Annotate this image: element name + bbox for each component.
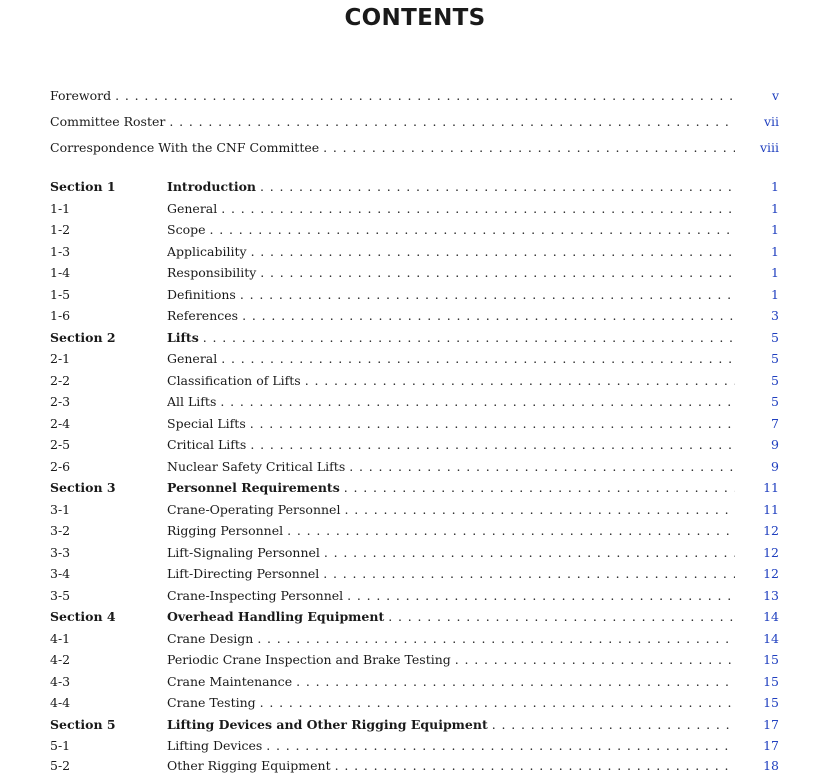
page-link[interactable]: 17 (763, 716, 779, 732)
page-link[interactable]: 9 (771, 437, 779, 452)
toc-section-1[interactable] (50, 177, 779, 197)
toc-section-4[interactable] (50, 607, 779, 627)
page-link[interactable]: 5 (771, 351, 779, 366)
entry-title: Crane-Inspecting Personnel (167, 588, 347, 603)
entry-title: Nuclear Safety Critical Lifts (167, 459, 349, 474)
entry-title: Classification of Lifts (167, 373, 305, 388)
toc-entry[interactable] (50, 349, 779, 369)
page-link[interactable]: viii (759, 140, 779, 155)
entry-title: Lift-Signaling Personnel (167, 545, 324, 560)
toc-section-5[interactable] (50, 715, 779, 735)
section-title: Personnel Requirements (167, 480, 344, 495)
toc-entry-committee-roster[interactable] (50, 112, 779, 132)
entry-number: 1-1 (50, 200, 71, 216)
entry-title: Crane Design (167, 631, 257, 646)
entry-title: Crane Testing (167, 695, 260, 710)
entry-number: 1-6 (50, 308, 71, 323)
toc-entry[interactable] (50, 693, 779, 713)
toc-entry[interactable] (50, 521, 779, 541)
entry-title: Applicability (167, 244, 251, 259)
section-title: Introduction (167, 179, 260, 194)
toc-entry[interactable] (50, 242, 779, 262)
toc-section-3[interactable] (50, 478, 779, 498)
entry-title: Crane Maintenance (167, 674, 296, 689)
toc-entry[interactable] (50, 564, 779, 584)
entry-number: 2-6 (50, 458, 71, 474)
page-link[interactable]: 1 (771, 265, 779, 280)
page-link[interactable]: 1 (771, 286, 779, 302)
entry-number: 3-1 (50, 501, 71, 517)
entry-title: Lift-Directing Personnel (167, 566, 323, 581)
entry-number: 1-2 (50, 222, 71, 237)
page-link[interactable]: 12 (763, 566, 779, 581)
page-link[interactable]: 5 (771, 394, 779, 409)
toc-entry-label: Foreword (50, 88, 115, 103)
section-number: Section 4 (50, 609, 116, 624)
page-link[interactable]: 14 (763, 630, 779, 646)
section-title: Overhead Handling Equipment (167, 609, 388, 624)
page-link[interactable]: 5 (771, 372, 779, 388)
page-link[interactable]: 12 (763, 544, 779, 560)
toc-entry[interactable] (50, 457, 779, 477)
toc-entry[interactable] (50, 756, 779, 776)
entry-title: General (167, 351, 221, 366)
entry-title: Crane-Operating Personnel (167, 502, 344, 517)
entry-number: 1-3 (50, 243, 71, 259)
entry-number: 2-1 (50, 351, 71, 366)
toc-entry[interactable] (50, 306, 779, 326)
entry-title: Critical Lifts (167, 437, 250, 452)
toc-entry-correspondence[interactable] (50, 138, 779, 158)
toc-entry[interactable] (50, 500, 779, 520)
entry-title: All Lifts (167, 394, 220, 409)
entry-number: 4-1 (50, 630, 71, 646)
page-link[interactable]: 18 (763, 758, 779, 773)
toc-entry[interactable] (50, 435, 779, 455)
entry-title: Periodic Crane Inspection and Brake Testing (167, 652, 455, 667)
page-link[interactable]: 1 (771, 179, 779, 194)
page-link[interactable]: 3 (771, 308, 779, 323)
toc-entry[interactable] (50, 736, 779, 756)
page-link[interactable]: 14 (763, 609, 779, 624)
entry-number: 3-5 (50, 587, 71, 603)
entry-number: 5-1 (50, 738, 71, 753)
toc-entry[interactable] (50, 220, 779, 240)
page-title: CONTENTS (344, 5, 486, 31)
page-link[interactable]: 17 (763, 738, 779, 753)
section-title: Lifting Devices and Other Rigging Equipment (167, 717, 492, 732)
page-link[interactable]: 5 (771, 329, 779, 345)
entry-number: 2-5 (50, 437, 71, 452)
page-link[interactable]: 11 (763, 501, 779, 517)
toc-entry[interactable] (50, 414, 779, 434)
page-link[interactable]: 9 (771, 458, 779, 474)
entry-title: Other Rigging Equipment (167, 758, 335, 773)
toc-entry[interactable] (50, 650, 779, 670)
entry-number: 4-3 (50, 673, 71, 689)
entry-number: 3-2 (50, 523, 71, 538)
entry-title: General (167, 201, 221, 216)
page-link[interactable]: 15 (763, 695, 779, 710)
toc-entry[interactable] (50, 586, 779, 606)
entry-number: 1-5 (50, 286, 71, 302)
page-link[interactable]: 7 (771, 415, 779, 431)
toc-entry[interactable] (50, 392, 779, 412)
entry-title: Special Lifts (167, 416, 250, 431)
page-link[interactable]: 13 (763, 587, 779, 603)
section-number: Section 1 (50, 179, 116, 194)
section-title: Lifts (167, 330, 203, 345)
page-link[interactable]: vii (763, 114, 779, 129)
page-link[interactable]: 15 (763, 673, 779, 689)
toc-entry[interactable] (50, 371, 779, 391)
toc-entry[interactable] (50, 285, 779, 305)
entry-title: Lifting Devices (167, 738, 266, 753)
entry-number: 2-2 (50, 372, 71, 388)
entry-title: Definitions (167, 287, 240, 302)
entry-number: 2-3 (50, 394, 71, 409)
toc-entry[interactable] (50, 629, 779, 649)
entry-number: 4-2 (50, 652, 71, 667)
page-link[interactable]: 15 (763, 652, 779, 667)
toc-entry-foreword[interactable] (50, 86, 779, 106)
toc-entry[interactable] (50, 263, 779, 283)
page-link[interactable]: 1 (771, 243, 779, 259)
toc-entry-label: Correspondence With the CNF Committee (50, 140, 323, 155)
entry-number: 2-4 (50, 415, 71, 431)
entry-title: Responsibility (167, 265, 260, 280)
toc-entry[interactable] (50, 199, 779, 219)
toc-entry[interactable] (50, 672, 779, 692)
entry-number: 4-4 (50, 695, 71, 710)
page-link[interactable]: v (771, 88, 779, 103)
toc-entry[interactable] (50, 543, 779, 563)
entry-number: 3-4 (50, 566, 71, 581)
section-number: Section 3 (50, 480, 116, 495)
entry-number: 3-3 (50, 544, 71, 560)
entry-title: References (167, 308, 242, 323)
section-number: Section 2 (50, 329, 116, 345)
page-link[interactable]: 11 (763, 480, 779, 495)
page-link[interactable]: 1 (771, 200, 779, 216)
entry-title: Scope (167, 222, 210, 237)
toc-entry-label: Committee Roster (50, 114, 169, 129)
entry-number: 1-4 (50, 265, 71, 280)
entry-title: Rigging Personnel (167, 523, 287, 538)
section-number: Section 5 (50, 716, 116, 732)
page-link[interactable]: 1 (771, 222, 779, 237)
toc-section-2[interactable] (50, 328, 779, 348)
entry-number: 5-2 (50, 758, 71, 773)
page-link[interactable]: 12 (763, 523, 779, 538)
